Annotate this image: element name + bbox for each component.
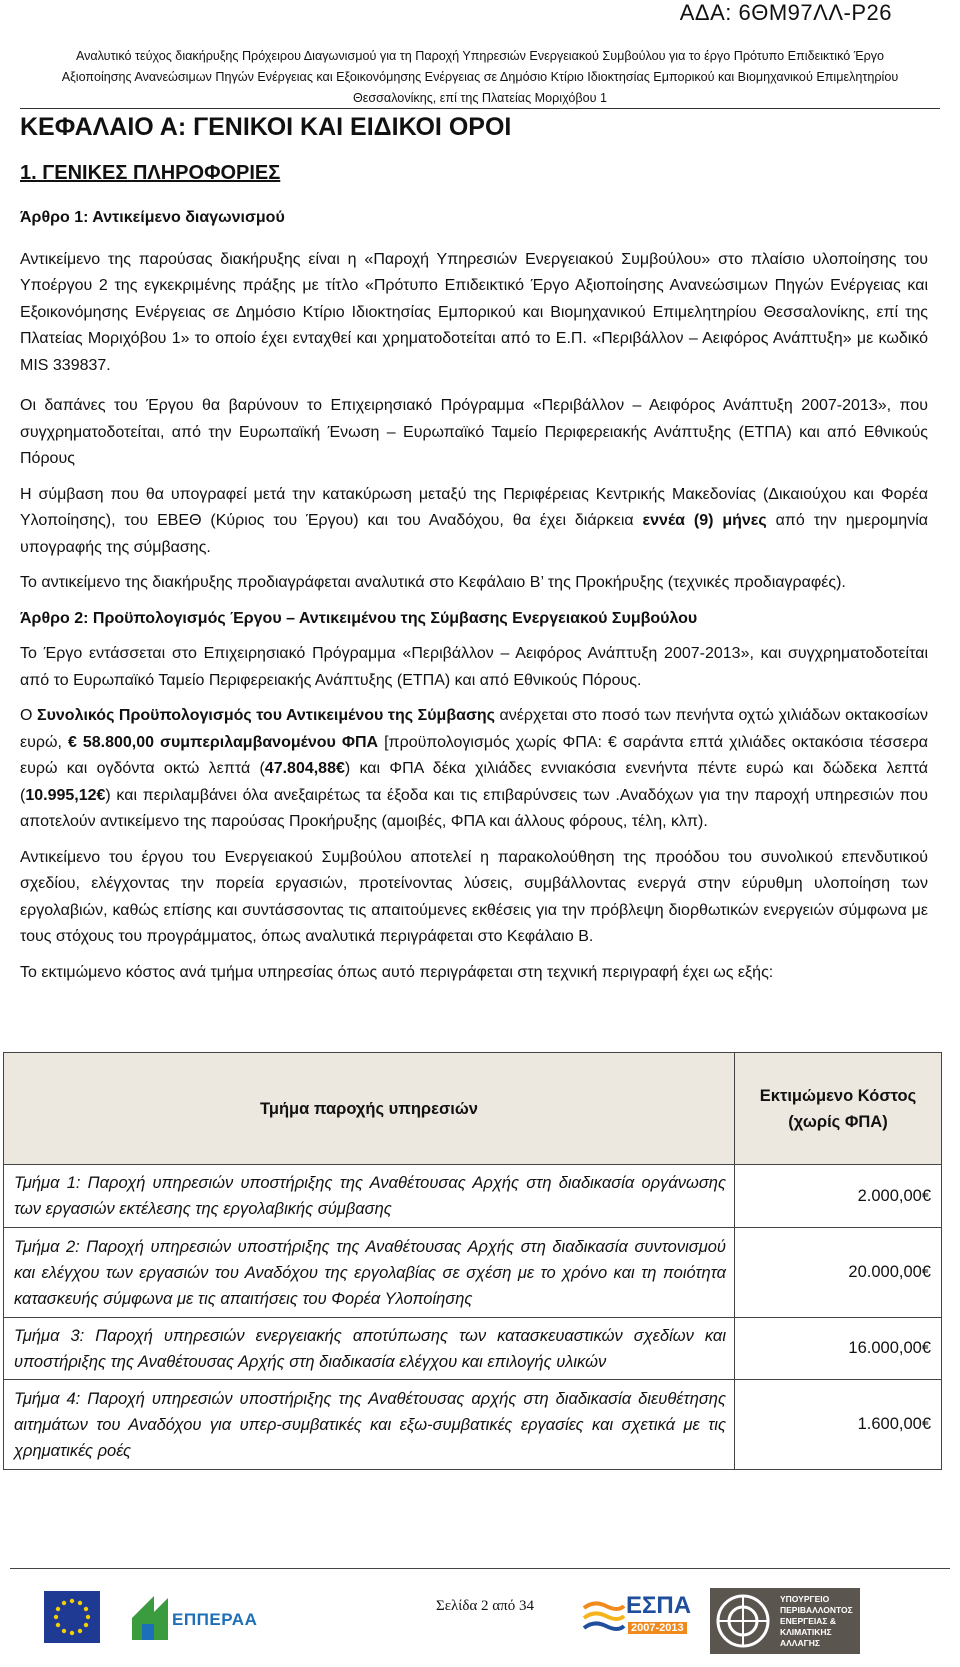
espa-logo-text: ΕΣΠΑ [626,1592,692,1619]
header-divider [20,108,940,109]
column-header-cost [735,1053,942,1165]
table-row [4,1165,942,1228]
article-1-paragraph-3 [20,482,928,562]
header-line-2: Αξιοποίησης Ανανεώσιμων Πηγών Ενέργειας και Εξοικονόμησης Ενέργειας σε Δημόσιο Κτίριο Ιδιοκτησίας Εμπορικού και Βιομηχανικού Επιμελητηρίου [61,70,899,84]
eu-flag-icon [44,1591,100,1643]
column-header-service: Τμήμα παροχής υπηρεσιών [4,1053,735,1165]
article-2-paragraph-1: Το Έργο εντάσσεται στο Επιχειρησιακό Πρόγραμμα «Περιβάλλον – Αειφόρος Ανάπτυξη 2007-2013», και συγχρηματοδοτείται από το Ευρωπαϊκό Ταμείο Περιφερειακής Ανάπτυξης (ΕΤΠΑ) και από Εθνικούς Πόρους. [20,645,928,689]
espa-waves-icon [582,1598,626,1638]
budget-without-vat: 47.804,88€ [264,760,345,777]
cost-table [3,1052,942,1470]
eu-flag-logo [44,1591,100,1643]
budget-text-g: ) και ΦΠΑ δέκα χιλιάδες εννιακόσια ενενήντα πέντε ευρώ και δώδεκα λεπτά ( [20,760,929,804]
epperaa-logo-text: ΕΠΠΕΡΑΑ [172,1610,258,1629]
article-1-title: Άρθρο 1: Αντικείμενο διαγωνισμού [20,209,285,226]
table-row [4,1380,942,1470]
budget-text-e: [προϋπολογισμός χωρίς ΦΠΑ: € σαράντα επτά χιλιάδες οκτακόσια τέσσερα ευρώ και ογδόντα οκτώ λεπτά ( [20,733,929,777]
budget-text-i: ) και περιλαμβάνει όλα ανεξαιρέτως τα έξοδα και τις επιβαρύνσεις των .Αναδόχων για την παροχή υπηρεσιών που αποτελούν αντικείμενο της παρούσας Προκήρυξης (αμοιβές, ΦΠΑ και άλλους φόρους, τέλη, κλπ). [20,786,928,830]
service-cost: 20.000,00€ [735,1228,942,1318]
article-2-paragraph-3: Αντικείμενο του έργου του Ενεργειακού Συμβούλου αποτελεί η παρακολούθηση της προόδου του συνολικού επενδυτικού σχεδίου, ελέγχοντας την πορεία εργασιών, προτείνοντας λύσεις, συμβάλλοντας ενεργά στην εύρυθμη υλοποίηση των εργολαβιών, καθώς επίσης και συντάσσοντας τις απαιτούμενες εκθέσεις για την πρόβλεψη διορθωτικών ενεργειών σύμφωνα με τους στόχους του προγράμματος, όπως αναλυτικά περιγράφεται στο Κεφάλαιο Β. [20,848,928,945]
header-line-1: Αναλυτικό τεύχος διακήρυξης Πρόχειρου Διαγωνισμού για τη Παροχή Υπηρεσιών Ενεργειακού Συμβούλου για το έργο Πρότυπο Επιδεικτικό Έργο [75,49,885,63]
article-1-paragraph-1: Αντικείμενο της παρούσας διακήρυξης είναι η «Παροχή Υπηρεσιών Ενεργειακού Συμβούλου» στο πλαίσιο υλοποίησης του Υποέργου 2 της εγκεκριμένης πράξης με τίτλο «Πρότυπο Επιδεικτικό Έργο Αξιοποίησης Ανανεώσιμων Πηγών Ενέργειας και Εξοικονόμησης Ενέργειας σε Δημόσιο Κτίριο Ιδιοκτησίας Εμπορικού και Βιομηχανικού Επιμελητηρίου Θεσσαλονίκης, επί της Πλατείας Μοριχόβου 1» το οποίο έχει ενταχθεί και χρηματοδοτείται από το Ε.Π. «Περιβάλλον – Αειφόρος Ανάπτυξη» με κωδικό MIS 339837. [20,250,928,374]
article-1-paragraph-3-end: από την ημερομηνία υπογραφής της σύμβασης. [20,512,928,556]
total-budget-label: Συνολικός Προϋπολογισμός του Αντικειμένου της Σύμβασης [36,707,495,724]
page-number: Σελίδα 2 από 34 [436,1598,534,1614]
vat-amount: 10.995,12€ [25,786,106,804]
ministry-logo-text: ΥΠΟΥΡΓΕΙΟ ΠΕΡΙΒΑΛΛΟΝΤΟΣ ΕΝΕΡΓΕΙΑΣ & ΚΛΙΜΑΤΙΚΗΣ ΑΛΛΑΓΗΣ [780,1594,853,1648]
table-row [4,1318,942,1380]
article-2-paragraph-2 [20,703,928,836]
document-header [20,46,940,109]
service-cost: 2.000,00€ [735,1165,942,1228]
article-2-title: Άρθρο 2: Προϋπολογισμός Έργου – Αντικειμένου της Σύμβασης Ενεργειακού Συμβούλου [20,609,698,627]
service-description: Τμήμα 4: Παροχή υπηρεσιών υποστήριξης της Αναθέτουσας αρχής στη διαδικασία διευθέτησης αιτημάτων του Αναδόχου για υπερ-συμβατικές και εξω-συμβατικές εργασίες και σχετικά με τις χρηματικές ροές [4,1380,735,1470]
ministry-logo [710,1588,860,1654]
service-description: Τμήμα 2: Παροχή υπηρεσιών υποστήριξης της Αναθέτουσας Αρχής στη διαδικασία συντονισμού και ελέγχου των εργασιών του Αναδόχου της εργολαβίας σε σχέση με το χρόνο και τη ποιότητα κατασκευής σύμφωνα με τις απαιτήσεις του Φορέα Υλοποίησης [4,1228,735,1318]
ada-code: ΑΔΑ: 6ΘΜ97ΛΛ-Ρ26 [679,0,892,25]
article-1-paragraph-2: Οι δαπάνες του Έργου θα βαρύνουν το Επιχειρησιακό Πρόγραμμα «Περιβάλλον – Αειφόρος Ανάπτυξη 2007-2013», που συγχρηματοδοτείται, από την Ευρωπαϊκή Ένωση – Ευρωπαϊκό Ταμείο Περιφερειακής Ανάπτυξης (ΕΤΠΑ) και από Εθνικούς Πόρους [20,397,928,467]
service-description: Τμήμα 1: Παροχή υπηρεσιών υποστήριξης της Αναθέτουσας Αρχής στη διαδικασία οργάνωσης των εργασιών εκτέλεσης της εργολαβικής σύμβασης [4,1165,735,1228]
section-title: 1. ΓΕΝΙΚΕΣ ΠΛΗΡΟΦΟΡΙΕΣ [20,162,281,184]
service-cost: 16.000,00€ [735,1318,942,1380]
service-description: Τμήμα 3: Παροχή υπηρεσιών ενεργειακής αποτύπωσης των κατασκευαστικών σχεδίων και υποστήριξης της Αναθέτουσας Αρχής στη διαδικασία ελέγχου και επιλογής υλικών [4,1318,735,1380]
footer-divider [10,1568,950,1569]
cost-table-header [4,1053,942,1165]
total-budget-amount: € 58.800,00 συμπεριλαμβανομένου ΦΠΑ [67,733,379,751]
article-2-paragraph-4: Το εκτιμώμενο κόστος ανά τμήμα υπηρεσίας όπως αυτό περιγράφεται στη τεχνική περιγραφή έχει ως εξής: [20,963,774,981]
column-header-cost-line-1: Εκτιμώμενο Κόστος [759,1086,917,1105]
epperaa-logo [128,1588,260,1648]
service-cost: 1.600,00€ [735,1380,942,1470]
column-header-cost-line-2: (χωρίς ΦΠΑ) [788,1112,888,1131]
table-row [4,1228,942,1318]
document-body [20,205,928,986]
contract-duration: εννέα (9) μήνες [642,512,767,529]
chapter-title: ΚΕΦΑΛΑΙΟ Α: ΓΕΝΙΚΟΙ ΚΑΙ ΕΙΔΙΚΟΙ ΟΡΟΙ [20,113,512,141]
espa-logo [582,1590,690,1650]
article-1-paragraph-4: Το αντικείμενο της διακήρυξης προδιαγράφεται αναλυτικά στο Κεφάλαιο Β’ της Προκήρυξης (τεχνικές προδιαγραφές). [20,574,846,591]
espa-logo-years: 2007-2013 [628,1622,687,1634]
ministry-emblem-icon [713,1591,773,1651]
header-line-3: Θεσσαλονίκης, επί της Πλατείας Μοριχόβου 1 [352,91,608,105]
article-1-paragraph-3-start: Η σύμβαση που θα υπογραφεί μετά την κατακύρωση μεταξύ της Περιφέρειας Κεντρικής Μακεδονίας (Δικαιούχου και Φορέα Υλοποίησης), του ΕΒΕΘ (Κύριος του Έργου) και του Αναδόχου, θα έχει διάρκεια [20,485,928,529]
budget-text-a: Ο [20,707,37,724]
budget-text-c: ανέρχεται στο ποσό των πενήντα οχτώ χιλιάδων οκτακοσίων ευρώ, [20,707,929,751]
